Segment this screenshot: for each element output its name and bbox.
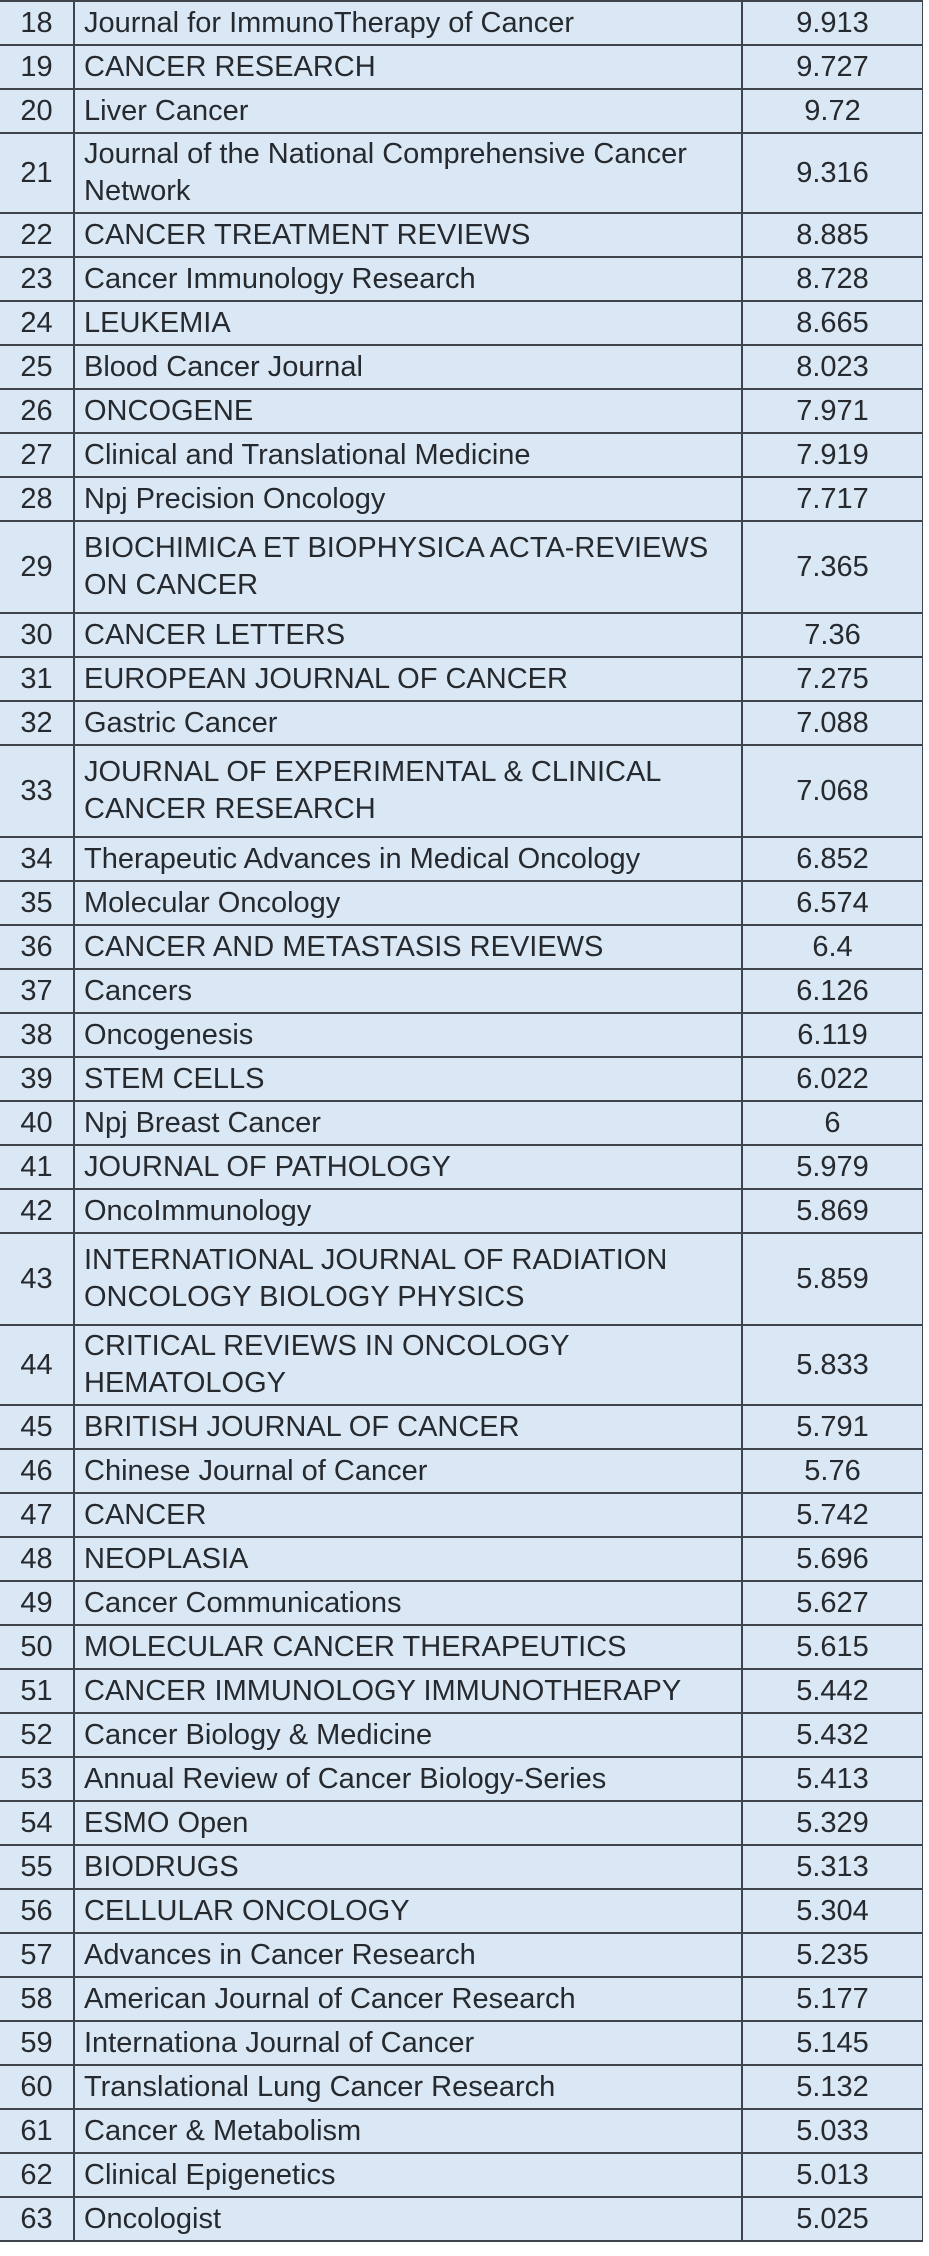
table-row — [0, 613, 923, 657]
journal-cell: Npj Precision Oncology — [74, 477, 742, 521]
journal-cell: BIODRUGS — [74, 1845, 742, 1889]
impact-factor-cell: 6.022 — [742, 1057, 923, 1101]
impact-factor-cell: 5.304 — [742, 1889, 923, 1933]
rank-cell: 60 — [0, 2065, 74, 2109]
journal-cell: Npj Breast Cancer — [74, 1101, 742, 1145]
rank-cell: 39 — [0, 1057, 74, 1101]
impact-factor-cell: 8.665 — [742, 301, 923, 345]
table-row — [0, 389, 923, 433]
rank-cell: 52 — [0, 1713, 74, 1757]
table-row — [0, 521, 923, 613]
journal-cell: Blood Cancer Journal — [74, 345, 742, 389]
journal-cell: INTERNATIONAL JOURNAL OF RADIATION ONCOLOGY BIOLOGY PHYSICS — [74, 1233, 742, 1325]
rank-cell: 61 — [0, 2109, 74, 2153]
table-row — [0, 745, 923, 837]
journal-cell: MOLECULAR CANCER THERAPEUTICS — [74, 1625, 742, 1669]
journal-cell: STEM CELLS — [74, 1057, 742, 1101]
table-row — [0, 837, 923, 881]
impact-factor-cell: 5.76 — [742, 1449, 923, 1493]
journal-cell: Liver Cancer — [74, 89, 742, 133]
impact-factor-cell: 5.833 — [742, 1325, 923, 1405]
journal-cell: CANCER LETTERS — [74, 613, 742, 657]
impact-factor-cell: 8.728 — [742, 257, 923, 301]
table-row — [0, 433, 923, 477]
impact-factor-cell: 9.913 — [742, 1, 923, 45]
rank-cell: 45 — [0, 1405, 74, 1449]
rank-cell: 37 — [0, 969, 74, 1013]
table-row — [0, 925, 923, 969]
table-row — [0, 1405, 923, 1449]
impact-factor-cell: 5.979 — [742, 1145, 923, 1189]
impact-factor-cell: 7.919 — [742, 433, 923, 477]
rank-cell: 29 — [0, 521, 74, 613]
journal-cell: Cancer & Metabolism — [74, 2109, 742, 2153]
rank-cell: 26 — [0, 389, 74, 433]
table-row — [0, 1449, 923, 1493]
impact-factor-cell: 6.126 — [742, 969, 923, 1013]
impact-factor-cell: 5.869 — [742, 1189, 923, 1233]
table-row — [0, 1625, 923, 1669]
journal-cell: BRITISH JOURNAL OF CANCER — [74, 1405, 742, 1449]
impact-factor-cell: 5.329 — [742, 1801, 923, 1845]
rank-cell: 43 — [0, 1233, 74, 1325]
rank-cell: 63 — [0, 2197, 74, 2241]
table-row — [0, 2197, 923, 2241]
impact-factor-cell: 9.72 — [742, 89, 923, 133]
table-row — [0, 213, 923, 257]
table-row — [0, 1537, 923, 1581]
journal-cell: American Journal of Cancer Research — [74, 1977, 742, 2021]
table-row — [0, 45, 923, 89]
impact-factor-cell: 5.033 — [742, 2109, 923, 2153]
journal-cell: CANCER AND METASTASIS REVIEWS — [74, 925, 742, 969]
impact-factor-cell: 5.696 — [742, 1537, 923, 1581]
journal-cell: Internationa Journal of Cancer — [74, 2021, 742, 2065]
table-row — [0, 1933, 923, 1977]
journal-cell: JOURNAL OF EXPERIMENTAL & CLINICAL CANCER RESEARCH — [74, 745, 742, 837]
journal-cell: Cancer Immunology Research — [74, 257, 742, 301]
table-row — [0, 1, 923, 45]
impact-factor-cell: 9.316 — [742, 133, 923, 213]
journal-ranking-table-body — [0, 1, 923, 2241]
impact-factor-cell: 8.885 — [742, 213, 923, 257]
journal-cell: Oncologist — [74, 2197, 742, 2241]
rank-cell: 31 — [0, 657, 74, 701]
impact-factor-cell: 7.068 — [742, 745, 923, 837]
impact-factor-cell: 9.727 — [742, 45, 923, 89]
rank-cell: 35 — [0, 881, 74, 925]
table-row — [0, 1845, 923, 1889]
journal-cell: CRITICAL REVIEWS IN ONCOLOGY HEMATOLOGY — [74, 1325, 742, 1405]
table-row — [0, 1233, 923, 1325]
journal-cell: Cancer Communications — [74, 1581, 742, 1625]
impact-factor-cell: 7.088 — [742, 701, 923, 745]
table-row — [0, 257, 923, 301]
impact-factor-cell: 5.145 — [742, 2021, 923, 2065]
rank-cell: 41 — [0, 1145, 74, 1189]
impact-factor-cell: 5.791 — [742, 1405, 923, 1449]
rank-cell: 25 — [0, 345, 74, 389]
rank-cell: 42 — [0, 1189, 74, 1233]
impact-factor-cell: 5.025 — [742, 2197, 923, 2241]
rank-cell: 30 — [0, 613, 74, 657]
impact-factor-cell: 5.627 — [742, 1581, 923, 1625]
journal-cell: JOURNAL OF PATHOLOGY — [74, 1145, 742, 1189]
table-row — [0, 301, 923, 345]
impact-factor-cell: 5.177 — [742, 1977, 923, 2021]
rank-cell: 18 — [0, 1, 74, 45]
table-row — [0, 969, 923, 1013]
journal-cell: ESMO Open — [74, 1801, 742, 1845]
rank-cell: 53 — [0, 1757, 74, 1801]
table-row — [0, 701, 923, 745]
table-row — [0, 1013, 923, 1057]
rank-cell: 32 — [0, 701, 74, 745]
table-row — [0, 657, 923, 701]
rank-cell: 47 — [0, 1493, 74, 1537]
journal-cell: Annual Review of Cancer Biology-Series — [74, 1757, 742, 1801]
impact-factor-cell: 6.4 — [742, 925, 923, 969]
journal-cell: CANCER TREATMENT REVIEWS — [74, 213, 742, 257]
impact-factor-cell: 7.365 — [742, 521, 923, 613]
table-row — [0, 1101, 923, 1145]
rank-cell: 50 — [0, 1625, 74, 1669]
table-row — [0, 1977, 923, 2021]
rank-cell: 28 — [0, 477, 74, 521]
journal-cell: CANCER RESEARCH — [74, 45, 742, 89]
journal-cell: CELLULAR ONCOLOGY — [74, 1889, 742, 1933]
journal-cell: OncoImmunology — [74, 1189, 742, 1233]
journal-cell: Cancers — [74, 969, 742, 1013]
impact-factor-cell: 8.023 — [742, 345, 923, 389]
rank-cell: 38 — [0, 1013, 74, 1057]
impact-factor-cell: 6.574 — [742, 881, 923, 925]
impact-factor-cell: 5.413 — [742, 1757, 923, 1801]
table-row — [0, 1325, 923, 1405]
rank-cell: 57 — [0, 1933, 74, 1977]
journal-cell: Oncogenesis — [74, 1013, 742, 1057]
table-row — [0, 1581, 923, 1625]
rank-cell: 22 — [0, 213, 74, 257]
journal-cell: Translational Lung Cancer Research — [74, 2065, 742, 2109]
rank-cell: 46 — [0, 1449, 74, 1493]
table-row — [0, 1189, 923, 1233]
table-row — [0, 133, 923, 213]
table-row — [0, 477, 923, 521]
table-row — [0, 345, 923, 389]
rank-cell: 33 — [0, 745, 74, 837]
table-row — [0, 1889, 923, 1933]
impact-factor-cell: 5.615 — [742, 1625, 923, 1669]
table-row — [0, 89, 923, 133]
rank-cell: 40 — [0, 1101, 74, 1145]
impact-factor-cell: 6.852 — [742, 837, 923, 881]
impact-factor-cell: 5.742 — [742, 1493, 923, 1537]
impact-factor-cell: 5.442 — [742, 1669, 923, 1713]
impact-factor-cell: 5.013 — [742, 2153, 923, 2197]
journal-cell: CANCER IMMUNOLOGY IMMUNOTHERAPY — [74, 1669, 742, 1713]
table-row — [0, 1493, 923, 1537]
impact-factor-cell: 7.36 — [742, 613, 923, 657]
impact-factor-cell: 5.235 — [742, 1933, 923, 1977]
rank-cell: 55 — [0, 1845, 74, 1889]
impact-factor-cell: 7.971 — [742, 389, 923, 433]
rank-cell: 44 — [0, 1325, 74, 1405]
journal-cell: EUROPEAN JOURNAL OF CANCER — [74, 657, 742, 701]
table-row — [0, 1757, 923, 1801]
impact-factor-cell: 5.859 — [742, 1233, 923, 1325]
rank-cell: 51 — [0, 1669, 74, 1713]
table-row — [0, 2153, 923, 2197]
rank-cell: 19 — [0, 45, 74, 89]
journal-cell: Molecular Oncology — [74, 881, 742, 925]
impact-factor-cell: 7.275 — [742, 657, 923, 701]
rank-cell: 21 — [0, 133, 74, 213]
table-row — [0, 881, 923, 925]
journal-cell: CANCER — [74, 1493, 742, 1537]
table-row — [0, 2065, 923, 2109]
journal-cell: Journal of the National Comprehensive Cancer Network — [74, 133, 742, 213]
journal-cell: BIOCHIMICA ET BIOPHYSICA ACTA-REVIEWS ON CANCER — [74, 521, 742, 613]
journal-cell: Gastric Cancer — [74, 701, 742, 745]
rank-cell: 36 — [0, 925, 74, 969]
rank-cell: 54 — [0, 1801, 74, 1845]
rank-cell: 34 — [0, 837, 74, 881]
journal-cell: Cancer Biology & Medicine — [74, 1713, 742, 1757]
table-row — [0, 1801, 923, 1845]
impact-factor-cell: 5.132 — [742, 2065, 923, 2109]
journal-cell: LEUKEMIA — [74, 301, 742, 345]
rank-cell: 49 — [0, 1581, 74, 1625]
table-row — [0, 1145, 923, 1189]
rank-cell: 48 — [0, 1537, 74, 1581]
journal-cell: ONCOGENE — [74, 389, 742, 433]
journal-cell: Chinese Journal of Cancer — [74, 1449, 742, 1493]
journal-cell: Clinical Epigenetics — [74, 2153, 742, 2197]
journal-cell: Journal for ImmunoTherapy of Cancer — [74, 1, 742, 45]
rank-cell: 27 — [0, 433, 74, 477]
rank-cell: 59 — [0, 2021, 74, 2065]
table-row — [0, 1669, 923, 1713]
journal-cell: Therapeutic Advances in Medical Oncology — [74, 837, 742, 881]
table-row — [0, 1713, 923, 1757]
impact-factor-cell: 6.119 — [742, 1013, 923, 1057]
rank-cell: 20 — [0, 89, 74, 133]
journal-cell: Clinical and Translational Medicine — [74, 433, 742, 477]
rank-cell: 58 — [0, 1977, 74, 2021]
table-row — [0, 2109, 923, 2153]
rank-cell: 23 — [0, 257, 74, 301]
rank-cell: 62 — [0, 2153, 74, 2197]
impact-factor-cell: 6 — [742, 1101, 923, 1145]
impact-factor-cell: 5.432 — [742, 1713, 923, 1757]
table-row — [0, 2021, 923, 2065]
table-row — [0, 1057, 923, 1101]
impact-factor-cell: 7.717 — [742, 477, 923, 521]
rank-cell: 24 — [0, 301, 74, 345]
rank-cell: 56 — [0, 1889, 74, 1933]
journal-cell: NEOPLASIA — [74, 1537, 742, 1581]
journal-cell: Advances in Cancer Research — [74, 1933, 742, 1977]
impact-factor-cell: 5.313 — [742, 1845, 923, 1889]
